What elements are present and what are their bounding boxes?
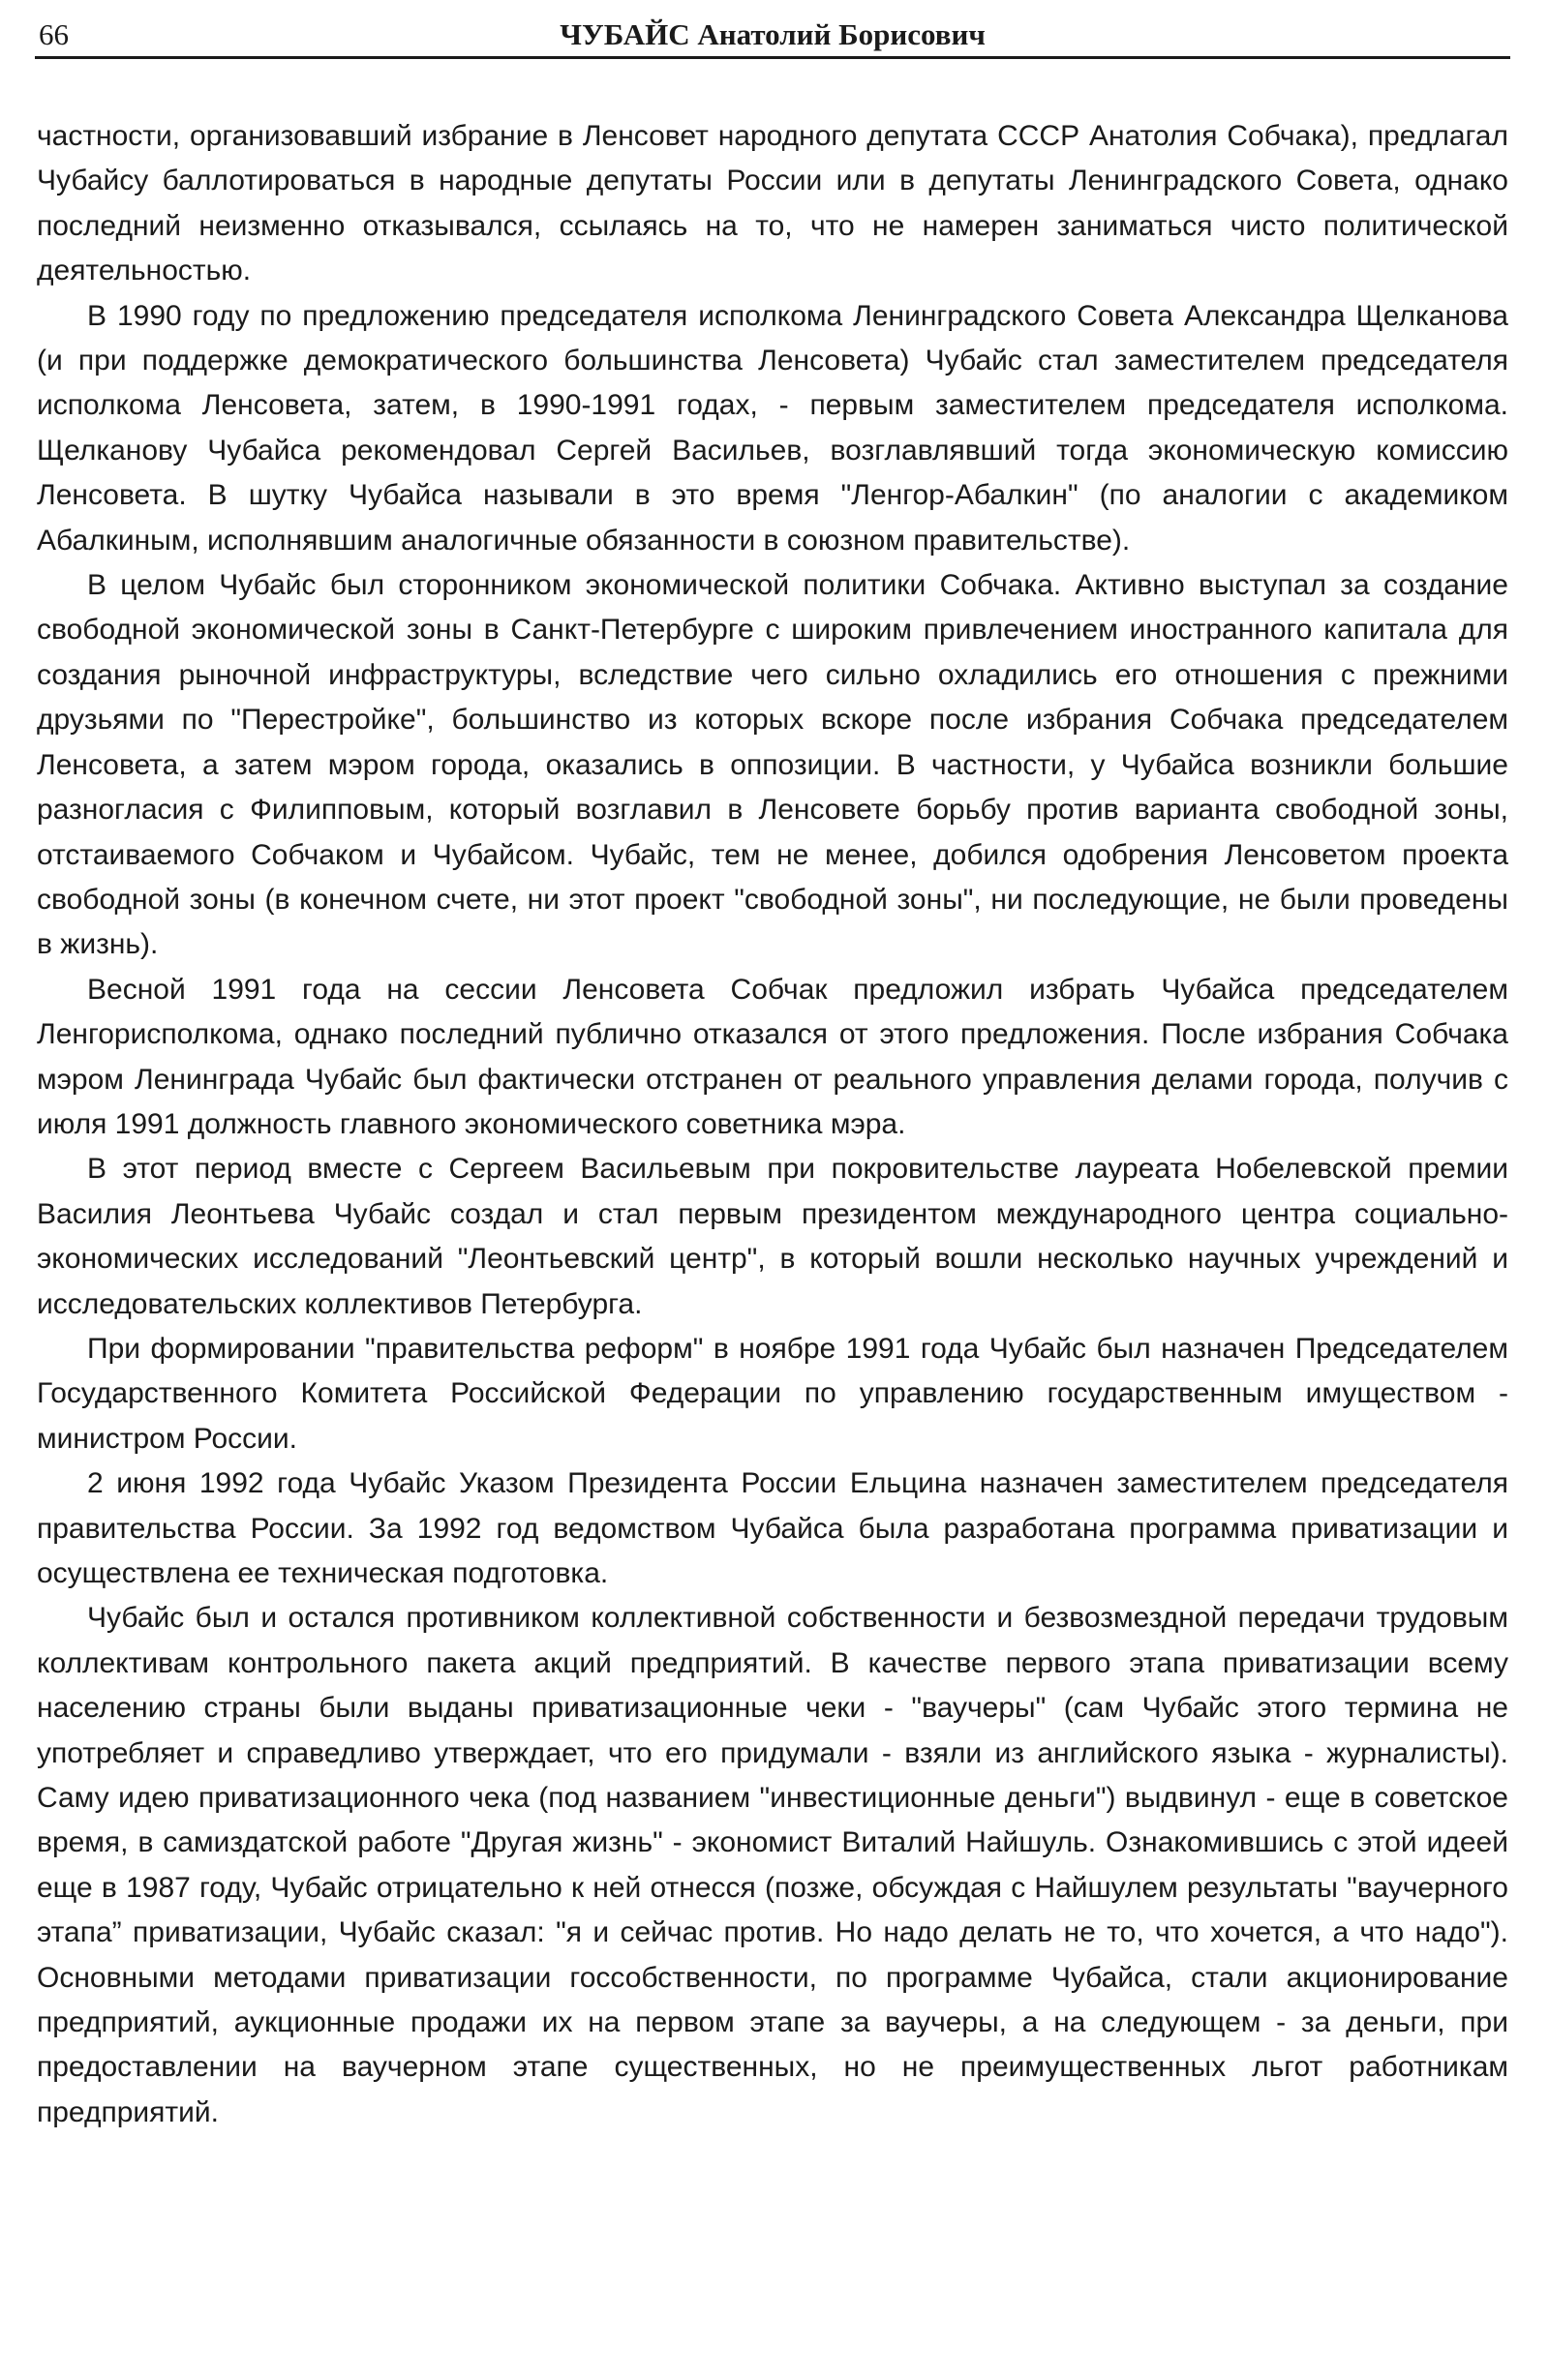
running-title: ЧУБАЙС Анатолий Борисович bbox=[560, 17, 986, 51]
paragraph: В этот период вместе с Сергеем Васильевым при покровительстве лауреата Нобелевской премии Василия Леонтьева Чубайс создал и стал первым президентом международного центра социально-экономических исследований "Леонтьевский центр", в который вошли несколько научных учреждений и исследовательских коллективов Петербурга. bbox=[37, 1153, 1508, 1320]
paragraph: Весной 1991 года на сессии Ленсовета Собчак предложил избрать Чубайса председателем Ленгорисполкома, однако последний публично отказался от этого предложения. После избрания Собчака мэром Ленинграда Чубайс был фактически отстранен от реального управления делами города, получив с июля 1991 должность главного экономического советника мэра. bbox=[37, 973, 1508, 1140]
paragraph: частности, организовавший избрание в Ленсовет народного депутата СССР Анатолия Собчака), предлагал Чубайсу баллотироваться в народные депутаты России или в депутаты Ленинградского Совета, однако последний неизменно отказывался, ссылаясь на то, что не намерен заниматься чисто политической деятельностью. bbox=[37, 120, 1508, 287]
paragraph: 2 июня 1992 года Чубайс Указом Президента России Ельцина назначен заместителем председателя правительства России. За 1992 год ведомством Чубайса была разработана программа приватизации и осуществлена ее техническая подготовка. bbox=[37, 1467, 1508, 1589]
paragraph: Чубайс был и остался противником коллективной собственности и безвозмездной передачи трудовым коллективам контрольного пакета акций предприятий. В качестве первого этапа приватизации всему населению страны были выданы приватизационные чеки - "ваучеры" (сам Чубайс этого термина не употребляет и справедливо утверждает, что его придумали - взяли из английского языка - журналисты). Саму идею приватизационного чека (под названием "инвестиционные деньги") выдвинул - еще в советское время, в самиздатской работе "Другая жизнь" - экономист Виталий Найшуль. Ознакомившись с этой идеей еще в 1987 году, Чубайс отрицательно к ней отнесся (позже, обсуждая с Найшулем результаты "ваучерного этапа” приватизации, Чубайс сказал: "я и сейчас против. Но надо делать не то, что хочется, а что надо"). Основными методами приватизации госсобственности, по программе Чубайса, стали акционирование предприятий, аукционные продажи их на первом этапе за ваучеры, а на следующем - за деньги, при предоставлении на ваучерном этапе существенных, но не преимущественных льгот работникам предприятий. bbox=[37, 1602, 1508, 2128]
page-header bbox=[35, 14, 1510, 59]
paragraph: При формировании "правительства реформ" в ноябре 1991 года Чубайс был назначен Председателем Государственного Комитета Российской Федерации по управлению государственным имуществом - министром России. bbox=[37, 1332, 1508, 1455]
body-text bbox=[37, 114, 1508, 2135]
paragraph: В целом Чубайс был сторонником экономической политики Собчака. Активно выступал за создание свободной экономической зоны в Санкт-Петербурге с широким привлечением иностранного капитала для создания рыночной инфраструктуры, вследствие чего сильно охладились его отношения с прежними друзьями по "Перестройке", большинство из которых вскоре после избрания Собчака председателем Ленсовета, а затем мэром города, оказались в оппозиции. В частности, у Чубайса возникли большие разногласия с Филипповым, который возглавил в Ленсовете борьбу против варианта свободной зоны, отстаиваемого Собчаком и Чубайсом. Чубайс, тем не менее, добился одобрения Ленсоветом проекта свободной зоны (в конечном счете, ни этот проект "свободной зоны", ни последующие, не были проведены в жизнь). bbox=[37, 569, 1508, 961]
page-number: 66 bbox=[39, 17, 69, 51]
paragraph: В 1990 году по предложению председателя исполкома Ленинградского Совета Александра Щелканова (и при поддержке демократического большинства Ленсовета) Чубайс стал заместителем председателя исполкома Ленсовета, затем, в 1990-1991 годах, - первым заместителем председателя исполкома. Щелканову Чубайса рекомендовал Сергей Васильев, возглавлявший тогда экономическую комиссию Ленсовета. В шутку Чубайса называли в это время "Ленгор-Абалкин" (по аналогии с академиком Абалкиным, исполнявшим аналогичные обязанности в союзном правительстве). bbox=[37, 299, 1508, 557]
